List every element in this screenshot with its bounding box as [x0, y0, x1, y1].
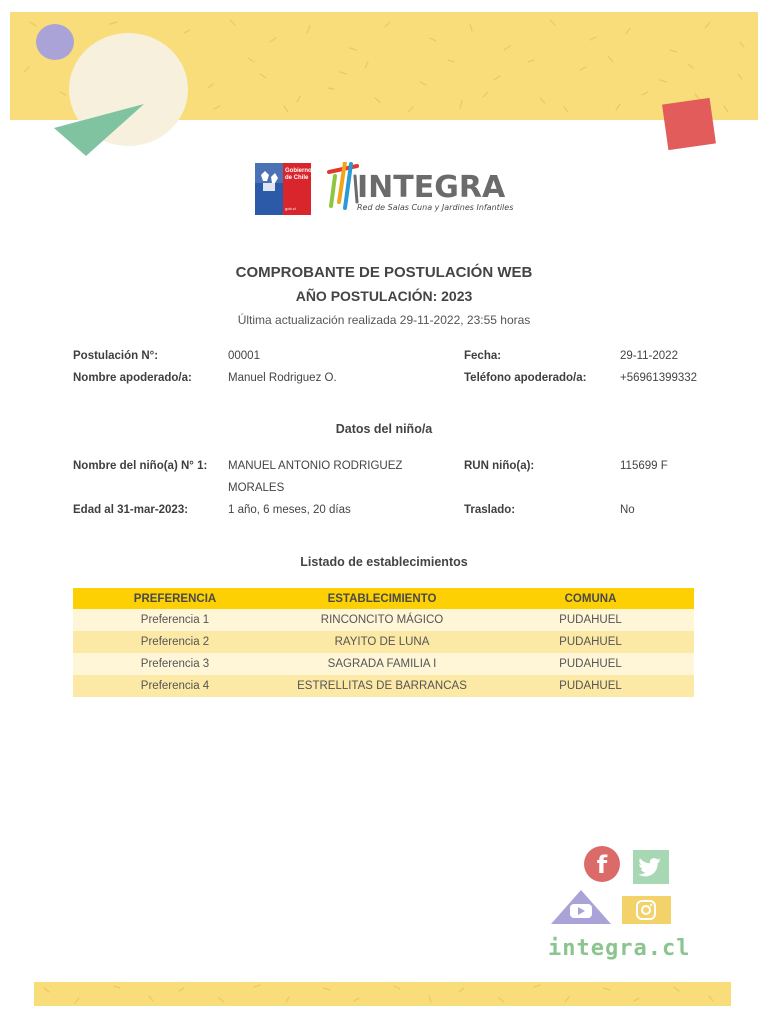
apoderado-label: Nombre apoderado/a:	[73, 372, 192, 384]
table-row	[73, 631, 694, 653]
row-preferencia: Preferencia 3	[73, 653, 277, 675]
table-row	[73, 609, 694, 631]
website-link[interactable]: integra.cl	[548, 936, 691, 961]
table-header-row	[73, 588, 694, 609]
row-comuna: PUDAHUEL	[487, 653, 694, 675]
fecha-value: 29-11-2022	[620, 350, 678, 362]
row-preferencia: Preferencia 1	[73, 609, 277, 631]
apoderado-value: Manuel Rodriguez O.	[228, 372, 337, 384]
nombre-nino-value-line1: MANUEL ANTONIO RODRIGUEZ	[228, 460, 403, 472]
establishments-table	[73, 588, 694, 697]
fecha-label: Fecha:	[464, 350, 502, 362]
run-value: 115699 F	[620, 460, 668, 472]
row-establecimiento: SAGRADA FAMILIA I	[277, 653, 487, 675]
youtube-icon[interactable]	[551, 890, 611, 926]
row-preferencia: Preferencia 4	[73, 675, 277, 697]
decorative-red-square	[662, 98, 716, 150]
postulacion-value: 00001	[228, 350, 260, 362]
row-comuna: PUDAHUEL	[487, 675, 694, 697]
traslado-label: Traslado:	[464, 504, 516, 516]
gob-logo-line1: Gobierno	[285, 168, 312, 174]
edad-value: 1 año, 6 meses, 20 días	[228, 504, 351, 516]
bottom-banner	[34, 982, 731, 1006]
header-comuna: COMUNA	[487, 588, 694, 609]
integra-logo	[327, 160, 513, 218]
decorative-green-triangle	[54, 104, 144, 156]
nombre-nino-value-line2: MORALES	[228, 482, 285, 494]
establishments-section-title: Listado de establecimientos	[300, 555, 468, 569]
row-comuna: PUDAHUEL	[487, 631, 694, 653]
last-update: Última actualización realizada 29-11-2022, 23:55 horas	[237, 313, 531, 327]
integra-symbol	[327, 162, 361, 214]
application-year: AÑO POSTULACIÓN: 2023	[295, 288, 473, 304]
postulacion-label: Postulación N°:	[73, 350, 159, 362]
row-establecimiento: ESTRELLITAS DE BARRANCAS	[277, 675, 487, 697]
integra-subtitle: Red de Salas Cuna y Jardines Infantiles	[357, 203, 514, 212]
telefono-value: +56961399332	[620, 372, 698, 384]
integra-wordmark: INTEGRA	[357, 170, 506, 205]
gob-logo-line2: de Chile	[285, 175, 309, 181]
facebook-icon[interactable]: f	[584, 846, 620, 882]
row-establecimiento: RAYITO DE LUNA	[277, 631, 487, 653]
traslado-value: No	[620, 504, 635, 516]
gob-logo-small: gob.cl	[285, 206, 296, 211]
gobierno-de-chile-logo	[255, 163, 311, 215]
header-logos	[255, 160, 513, 218]
header-establecimiento: ESTABLECIMIENTO	[277, 588, 487, 609]
table-row	[73, 675, 694, 697]
row-comuna: PUDAHUEL	[487, 609, 694, 631]
decorative-purple-circle	[36, 24, 74, 60]
twitter-icon[interactable]	[633, 850, 669, 884]
document-title: COMPROBANTE DE POSTULACIÓN WEB	[235, 264, 533, 281]
nombre-nino-label: Nombre del niño(a) N° 1:	[73, 460, 208, 472]
telefono-label: Teléfono apoderado/a:	[464, 372, 587, 384]
child-section-title: Datos del niño/a	[335, 422, 433, 436]
header-preferencia: PREFERENCIA	[73, 588, 277, 609]
row-establecimiento: RINCONCITO MÁGICO	[277, 609, 487, 631]
row-preferencia: Preferencia 2	[73, 631, 277, 653]
instagram-icon[interactable]	[622, 896, 671, 924]
bottom-banner-pattern	[34, 982, 731, 1006]
edad-label: Edad al 31-mar-2023:	[73, 504, 189, 516]
run-label: RUN niño(a):	[464, 460, 535, 472]
table-row	[73, 653, 694, 675]
